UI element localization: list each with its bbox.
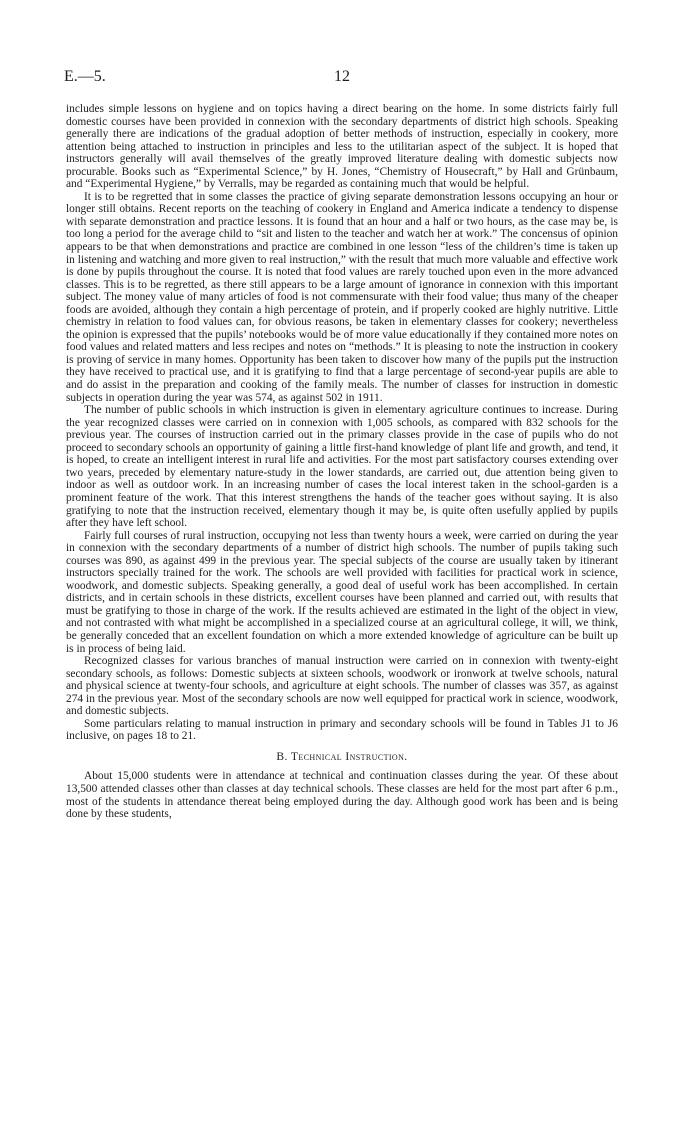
document-reference: E.—5. — [64, 68, 106, 85]
body-text — [66, 103, 618, 821]
paragraph-tables-reference: Some particulars relating to manual instruction in primary and secondary schools will be found in Tables J1 to J6 inclusive, on pages 18 to 21. — [66, 717, 618, 743]
page-header — [64, 68, 620, 90]
paragraph-domestic-continued: includes simple lessons on hygiene and on topics having a direct bearing on the home. In some districts fairly full domestic courses have been provided in connexion with the secondary departments of district high schools. Speaking generally there are indications of the gradual adoption of better methods of instruction, especially in cookery, more attention being attached to instruction in principles and less to the utilitarian aspect of the subject. It is hoped that instructors generally will avail themselves of the greatly improved literature dealing with domestic subjects now procurable. Books such as “Experimental Science,” by H. Jones, “Chemistry of Housecraft,” by Hall and Grünbaum, and “Experimental Hygiene,” by Verralls, may be regarded as containing much that would be helpful. — [66, 103, 618, 191]
paragraph-cookery-lessons: It is to be regretted that in some classes the practice of giving separate demonstration lessons occupying an hour or longer still obtains. Recent reports on the teaching of cookery in England and America indicate a tendency to dispense with separate demonstration and practice lessons. It is found that an hour and a half or two hours, as the case may be, is too long a period for the average child to “sit and listen to the teacher and watch her at work.” The concensus of opinion appears to be that when demonstrations and practice are combined in one lesson “less of the children’s time is taken up in listening and watching and more given to real instruction,” with the result that much more valuable and effective work is done by pupils throughout the course. It is noted that food values are rarely touched upon even in the more advanced classes. This is to be regretted, as there still appears to be a large amount of ignorance in connexion with this important subject. The money value of many articles of food is not commensurate with their food value; thus many of the cheaper foods are avoided, although they contain a high percentage of protein, and if properly cooked are highly nutritive. Little chemistry in relation to food values can, for obvious reasons, be taken in elementary classes for cookery; nevertheless the opinion is expressed that the pupils’ notebooks would be of more value educationally if they contained more notes on food values and related matters and less recipes and notes on “methods.” It is pleasing to note the instruction in cookery is proving of service in many homes. Opportunity has been taken to discover how many of the pupils put the instruction they have received to practical use, and it is gratifying to find that a large percentage of second-year pupils are able to and do assist in the preparation and cooking of the family meals. The number of classes for instruction in domestic subjects in operation during the year was 574, as against 502 in 1911. — [66, 190, 618, 404]
paragraph-technical-instruction: About 15,000 students were in attendance at technical and continuation classes during the year. Of these about 13,500 attended classes other than classes at day technical schools. These classes are held for the most part after 6 p.m., most of the students in attendance thereat being employed during the day. Although good work has been and is being done by these students, — [66, 770, 618, 821]
paragraph-agriculture: The number of public schools in which instruction is given in elementary agriculture continues to increase. During the year recognized classes were carried on in connexion with 1,005 schools, as compared with 832 schools for the previous year. The courses of instruction carried out in the primary classes provide in the case of pupils who do not proceed to secondary schools an opportunity of gaining a little first-hand knowledge of plant life and growth, and tend, it is hoped, to create an intelligent interest in rural life and activities. For the most part satisfactory courses extending over two years, preceded by elementary nature-study in the lower standards, are carried out, due attention being given to indoor as well as outdoor work. In an increasing number of cases the local interest taken in the school-garden is a prominent feature of the work. That this interest strengthens the hands of the teacher goes without saying. It is also gratifying to note that the instruction received, elementary though it may be, is quite often usefully applied by pupils after they have left school. — [66, 404, 618, 530]
paragraph-manual-instruction: Recognized classes for various branches of manual instruction were carried on in connexion with twenty-eight secondary schools, as follows: Domestic subjects at sixteen schools, woodwork or ironwork at twelve schools, natural and physical science at twenty-four schools, and agriculture at eight schools. The number of classes was 357, as against 274 in the previous year. Most of the secondary schools are now well equipped for practical work in science, woodwork, and domestic subjects. — [66, 655, 618, 718]
paragraph-rural-instruction: Fairly full courses of rural instruction, occupying not less than twenty hours a week, were carried on during the year in connexion with the secondary departments of a number of district high schools. The number of pupils taking such courses was 890, as against 499 in the previous year. The special subjects of the course are usually taken by itinerant instructors specially trained for the work. The schools are well provided with facilities for practical work in science, woodwork, and domestic subjects. Speaking generally, a good deal of useful work has been accomplished. In certain districts, and in certain schools in these districts, excellent courses have been planned and carried out, with results that must be gratifying to those in charge of the work. If the results achieved are estimated in the light of the object in view, and not contrasted with what might be accomplished in a specialized course at an agricultural college, it will, we think, be generally conceded that an excellent foundation on which a more extended knowledge of agriculture can be built up is in process of being laid. — [66, 529, 618, 655]
page-number: 12 — [334, 68, 350, 85]
section-heading: B. Technical Instruction. — [276, 749, 408, 763]
